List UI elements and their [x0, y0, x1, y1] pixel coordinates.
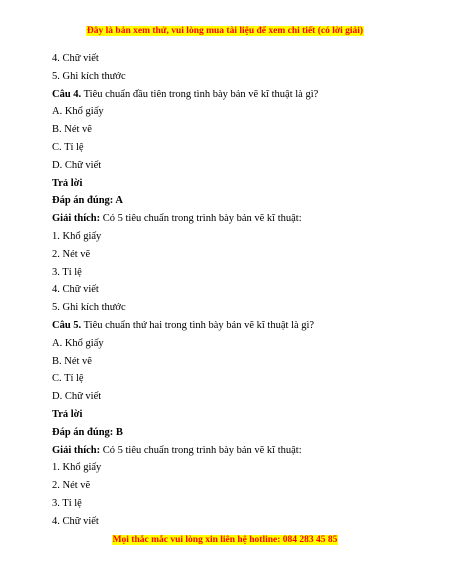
- explanation-label: Giải thích:: [52, 444, 101, 456]
- preview-banner: [0, 26, 450, 36]
- list-item: 4. Chữ viết: [52, 515, 99, 527]
- explanation-text: Có 5 tiêu chuẩn trong trình bày bản vẽ kĩ thuật:: [102, 213, 302, 225]
- question-text: Tiêu chuẩn thứ hai trong tình bày bản vẽ kĩ thuật là gì?: [83, 319, 315, 331]
- hotline-banner: [0, 535, 450, 545]
- explanation-text: Có 5 tiêu chuẩn trong trình bày bản vẽ kĩ thuật:: [102, 444, 302, 456]
- question-5: [52, 317, 420, 335]
- list-item: 3. Tỉ lệ: [52, 497, 82, 509]
- correct-answer: Đáp án đúng: A: [52, 195, 123, 207]
- question-text: Tiêu chuẩn đầu tiên trong tình bày bản vẽ kĩ thuật là gì?: [83, 88, 319, 100]
- hotline-banner-text: Mọi thắc mắc vui lòng xin liên hệ hotline: 084 283 45 85: [112, 535, 338, 545]
- preview-banner-text: Đây là bản xem thử, vui lòng mua tài liệu để xem chi tiết (có lời giải): [86, 26, 364, 36]
- option-d: D. Chữ viết: [52, 159, 102, 171]
- question-label: Câu 5.: [52, 319, 82, 331]
- list-item: 2. Nét vẽ: [52, 480, 91, 492]
- explanation-label: Giải thích:: [52, 213, 101, 225]
- list-item: 2. Nét vẽ: [52, 248, 91, 260]
- question-label: Câu 4.: [52, 88, 82, 100]
- list-item: 4. Chữ viết: [52, 284, 99, 296]
- document-body: [52, 50, 420, 531]
- option-a: A. Khổ giấy: [52, 106, 104, 118]
- option-c: C. Tỉ lệ: [52, 141, 84, 153]
- option-a: A. Khổ giấy: [52, 337, 104, 349]
- list-item: 3. Tỉ lệ: [52, 266, 82, 278]
- question-4: [52, 86, 420, 104]
- option-c: C. Tỉ lệ: [52, 373, 84, 385]
- explanation: [52, 442, 420, 460]
- answer-heading: Trả lời: [52, 408, 83, 420]
- answer-heading: Trả lời: [52, 177, 83, 189]
- correct-answer: Đáp án đúng: B: [52, 426, 123, 438]
- option-d: D. Chữ viết: [52, 391, 102, 403]
- list-item: 5. Ghi kích thước: [52, 302, 126, 314]
- option-b: B. Nét vẽ: [52, 355, 92, 367]
- list-item: 1. Khổ giấy: [52, 230, 102, 242]
- explanation: [52, 210, 420, 228]
- list-item: 4. Chữ viết: [52, 53, 99, 64]
- list-item: 5. Ghi kích thước: [52, 70, 126, 82]
- option-b: B. Nét vẽ: [52, 124, 92, 136]
- list-item: 1. Khổ giấy: [52, 462, 102, 474]
